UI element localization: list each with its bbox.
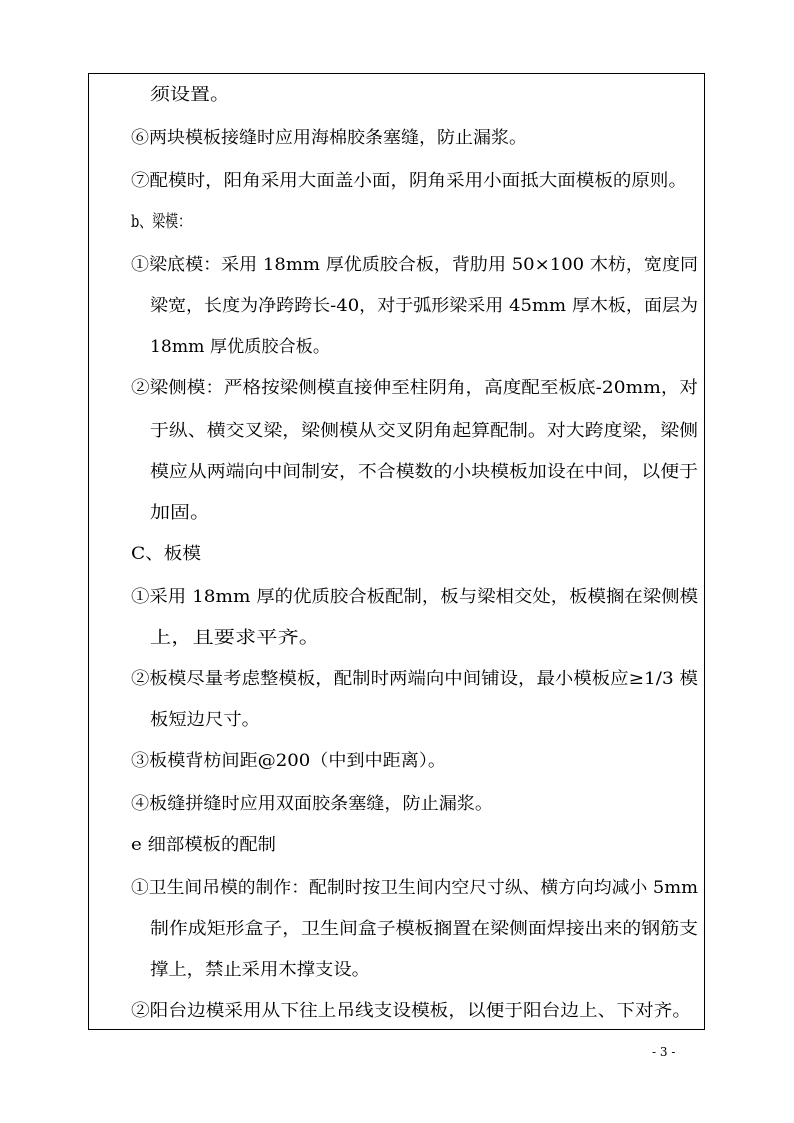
text-line: 上，且要求平齐。 (150, 628, 320, 648)
text-line: ⑦配模时，阳角采用大面盖小面，阴角采用小面抵大面模板的原则。 (131, 171, 687, 191)
text-line: 加固。 (150, 503, 210, 523)
text-line: 须设置。 (150, 85, 230, 105)
text-line: ②梁侧模：严格按梁侧模直接伸至柱阴角，高度配至板底-20mm，对 (131, 378, 699, 398)
text-line: 18mm 厚优质胶合板。 (150, 337, 330, 357)
text-line: ①卫生间吊模的制作：配制时按卫生间内空尺寸纵、横方向均减小 5mm (131, 878, 698, 898)
text-line: 制作成矩形盒子，卫生间盒子模板搁置在梁侧面焊接出来的钢筋支 (150, 919, 698, 939)
page-number: - 3 - (652, 1045, 676, 1059)
text-line: ④板缝拼缝时应用双面胶条塞缝，防止漏浆。 (131, 794, 493, 814)
text-line: e 细部模板的配制 (131, 835, 276, 855)
text-line: 板短边尺寸。 (150, 710, 260, 730)
text-line: ⑥两块模板接缝时应用海棉胶条塞缝，防止漏浆。 (131, 128, 527, 148)
text-line: ①采用 18mm 厚的优质胶合板配制，板与梁相交处，板模搁在梁侧模 (131, 587, 698, 607)
text-line: 于纵、横交叉梁，梁侧模从交叉阴角起算配制。对大跨度梁，梁侧 (150, 421, 698, 441)
text-line: 梁宽，长度为净跨跨长-40，对于弧形梁采用 45mm 厚木板，面层为 (150, 296, 698, 316)
text-line: ①梁底模：采用 18mm 厚优质胶合板，背肋用 50×100 木枋，宽度同 (131, 255, 698, 275)
text-line: ②阳台边模采用从下往上吊线支设模板，以便于阳台边上、下对齐。 (131, 1001, 691, 1021)
text-line: ②板模尽量考虑整模板，配制时两端向中间铺设，最小模板应≥1/3 模 (131, 669, 698, 689)
text-line: C、板模 (131, 544, 201, 564)
text-line: b、梁模： (131, 212, 191, 232)
text-line: ③板模背枋间距@200（中到中距离）。 (131, 751, 446, 771)
text-line: 撑上，禁止采用木撑支设。 (150, 960, 370, 980)
text-line: 模应从两端向中间制安，不合模数的小块模板加设在中间，以便于 (150, 462, 698, 482)
